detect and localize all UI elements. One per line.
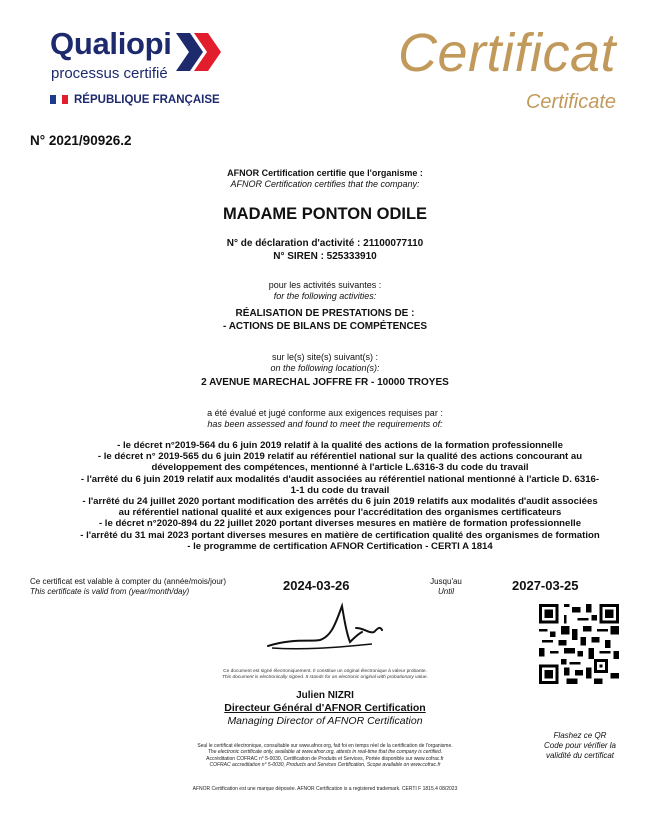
site-address: 2 AVENUE MARECHAL JOFFRE FR - 10000 TROYES [201,377,449,388]
signatory-role-en: Managing Director of AFNOR Certification [227,715,423,727]
signatory-role-fr: Directeur Général d'AFNOR Certification [224,702,426,714]
certificate-title-en: Certificate [525,91,616,113]
qualiopi-chevrons-icon [176,33,228,71]
list-item: - l'arrêté du 31 mai 2023 portant diverses mesures en matière de certification qualité des organismes de formation [80,529,600,541]
activity-line-2: - ACTIONS DE BILANS DE COMPÉTENCES [222,321,428,332]
certificate-number: N° 2021/90926.2 [30,133,132,148]
list-item: - le programme de certification AFNOR Certification - CERTI A 1814 [187,540,493,552]
list-item: - l'arrêté du 24 juillet 2020 portant modification des arrêtés du 6 juin 2019 relatifs aux modalités d'audit associées [82,496,598,508]
activity-line-1: RÉALISATION DE PRESTATIONS DE : [235,308,415,319]
list-item: - l'arrêté du 6 juin 2019 relatif aux modalités d'audit associées au référentiel national mentionné à l'article D. 6316- [80,473,600,485]
list-item: 1-1 du code du travail [290,484,390,496]
validity-until-label: Jusqu'au Until [430,577,462,596]
footer-trademark: AFNOR Certification est une marque déposée. AFNOR Certification is a registered trademark. CERTI F 1815.4 08/2023 [192,786,458,792]
validity-from-label: Ce certificat est valable à compter du (année/mois/jour) This certificate is valid from (year/month/day) [30,577,227,596]
siren-number: N° SIREN : 525333910 [273,251,377,262]
french-flag-icon [50,95,68,104]
footer-legal: Seul le certificat électronique, consultable sur www.afnor.org, fait foi en temps réel de la certification de l'organisme. The electronic certificate only, available at www.afnor.org, attests in real-time that the company is certified. Accréditation COFRAC n° 5-0030, Certification de Produits et Services, Portée disponible sur www.cofrac.fr COFRAC accreditation n° 5-0030, Products and Services Certification, Scope available on www.cofrac.fr [197,743,453,768]
list-item: - le décret n°2020-894 du 22 juillet 2020 portant diverses mesures en matière de formation professionnelle [98,518,582,530]
signature-note: Ce document est signé électroniquement. Il constitue un original électronique à valeur probante. This document is electronically signed. It stands for an electronic original with probationary value. [222,669,428,680]
signatory-name: Julien NIZRI [296,690,354,701]
handwritten-signature [262,598,392,662]
republique-label: RÉPUBLIQUE FRANÇAISE [50,94,220,106]
requirements-list [60,440,620,552]
list-item: - le décret n° 2019-565 du 6 juin 2019 relatif au référentiel national sur la qualité des actions concourant au [97,451,583,463]
qualiopi-subtitle: processus certifié [51,65,168,82]
sites-label-fr: sur le(s) site(s) suivant(s) : [271,352,378,362]
qualiopi-wordmark: Qualiopi [50,26,172,61]
company-name: MADAME PONTON ODILE [222,205,428,223]
valid-from-date: 2024-03-26 [283,578,350,593]
verification-qr-code[interactable] [539,604,619,684]
activities-label-en: for the following activities: [273,291,377,301]
list-item: développement des compétences, mentionné à l'article L.6316-3 du code du travail [151,462,529,474]
sites-label-en: on the following location(s): [270,363,380,373]
intro-en: AFNOR Certification certifies that the company: [230,179,420,189]
valid-until-date: 2027-03-25 [512,578,579,593]
activities-label-fr: pour les activités suivantes : [268,280,382,290]
list-item: au référentiel national qualité et aux exigences pour l'accréditation des organismes certificateurs [118,507,562,519]
list-item: - le décret n°2019-564 du 6 juin 2019 relatif à la qualité des actions de la formation professionnelle [117,440,563,451]
certificate-title: Certificat [397,23,616,83]
intro-fr: AFNOR Certification certifie que l'organisme : [227,168,423,178]
assessment-fr: a été évalué et jugé conforme aux exigences requises par : [207,408,443,418]
assessment-en: has been assessed and found to meet the requirements of: [207,419,443,429]
qr-caption: Flashez ce QR Code pour vérifier la validité du certificat [543,731,617,760]
declaration-number: N° de déclaration d'activité : 21100077110 [226,238,424,249]
